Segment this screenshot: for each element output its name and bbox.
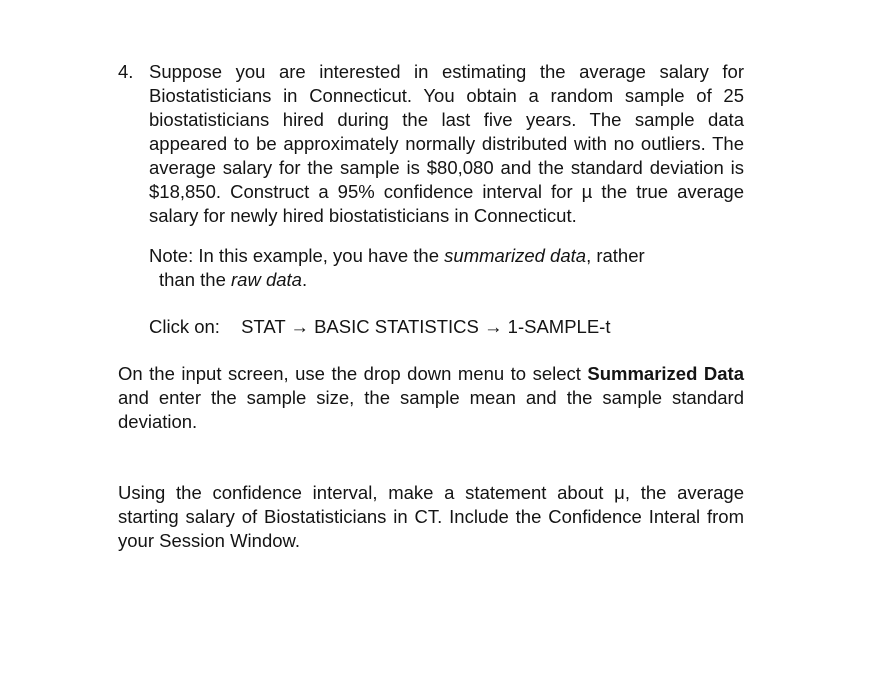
summarized-data-bold: Summarized Data [587,363,744,384]
note-end: . [301,269,308,290]
instructions-after: and enter the sample size, the sample mean and the sample standard deviation. [118,387,744,432]
problem-text: Suppose you are interested in estimating the average salary for Biostatisticians in Connecticut. You obtain a random sample of 25 biostatisticians hired during the last five years. The sample data appeared to be approximately normally distributed with no outliers. The average salary for the sample is $80,080 and the standard deviation is $18,850. Construct a 95% confidence interval for µ the true average salary for newly hired biostatisticians in Connecticut. [149,61,744,226]
note-emphasis-summarized: summarized data [444,245,587,266]
note-middle: , rather [586,245,645,266]
problem-number: 4. [118,61,134,82]
input-screen-instructions [118,362,744,434]
menu-path: STAT → BASIC STATISTICS → 1-SAMPLE-t [241,316,611,337]
click-instruction [149,315,610,339]
note-line-1 [149,244,709,268]
note-line2-prefix: than the [159,269,232,290]
click-label: Click on: [149,316,220,337]
note-prefix: Note: In this example, you have the [149,245,445,266]
note-line-2 [149,268,709,292]
instructions-before: On the input screen, use the drop down menu to select [118,363,588,384]
note-emphasis-raw: raw data [231,269,302,290]
statement-prompt: Using the confidence interval, make a statement about μ, the average starting salary of Biostatisticians in CT. Include the Confidence Interal from your Session Window. [118,482,744,551]
problem-4 [118,60,744,228]
note-paragraph [149,244,709,292]
